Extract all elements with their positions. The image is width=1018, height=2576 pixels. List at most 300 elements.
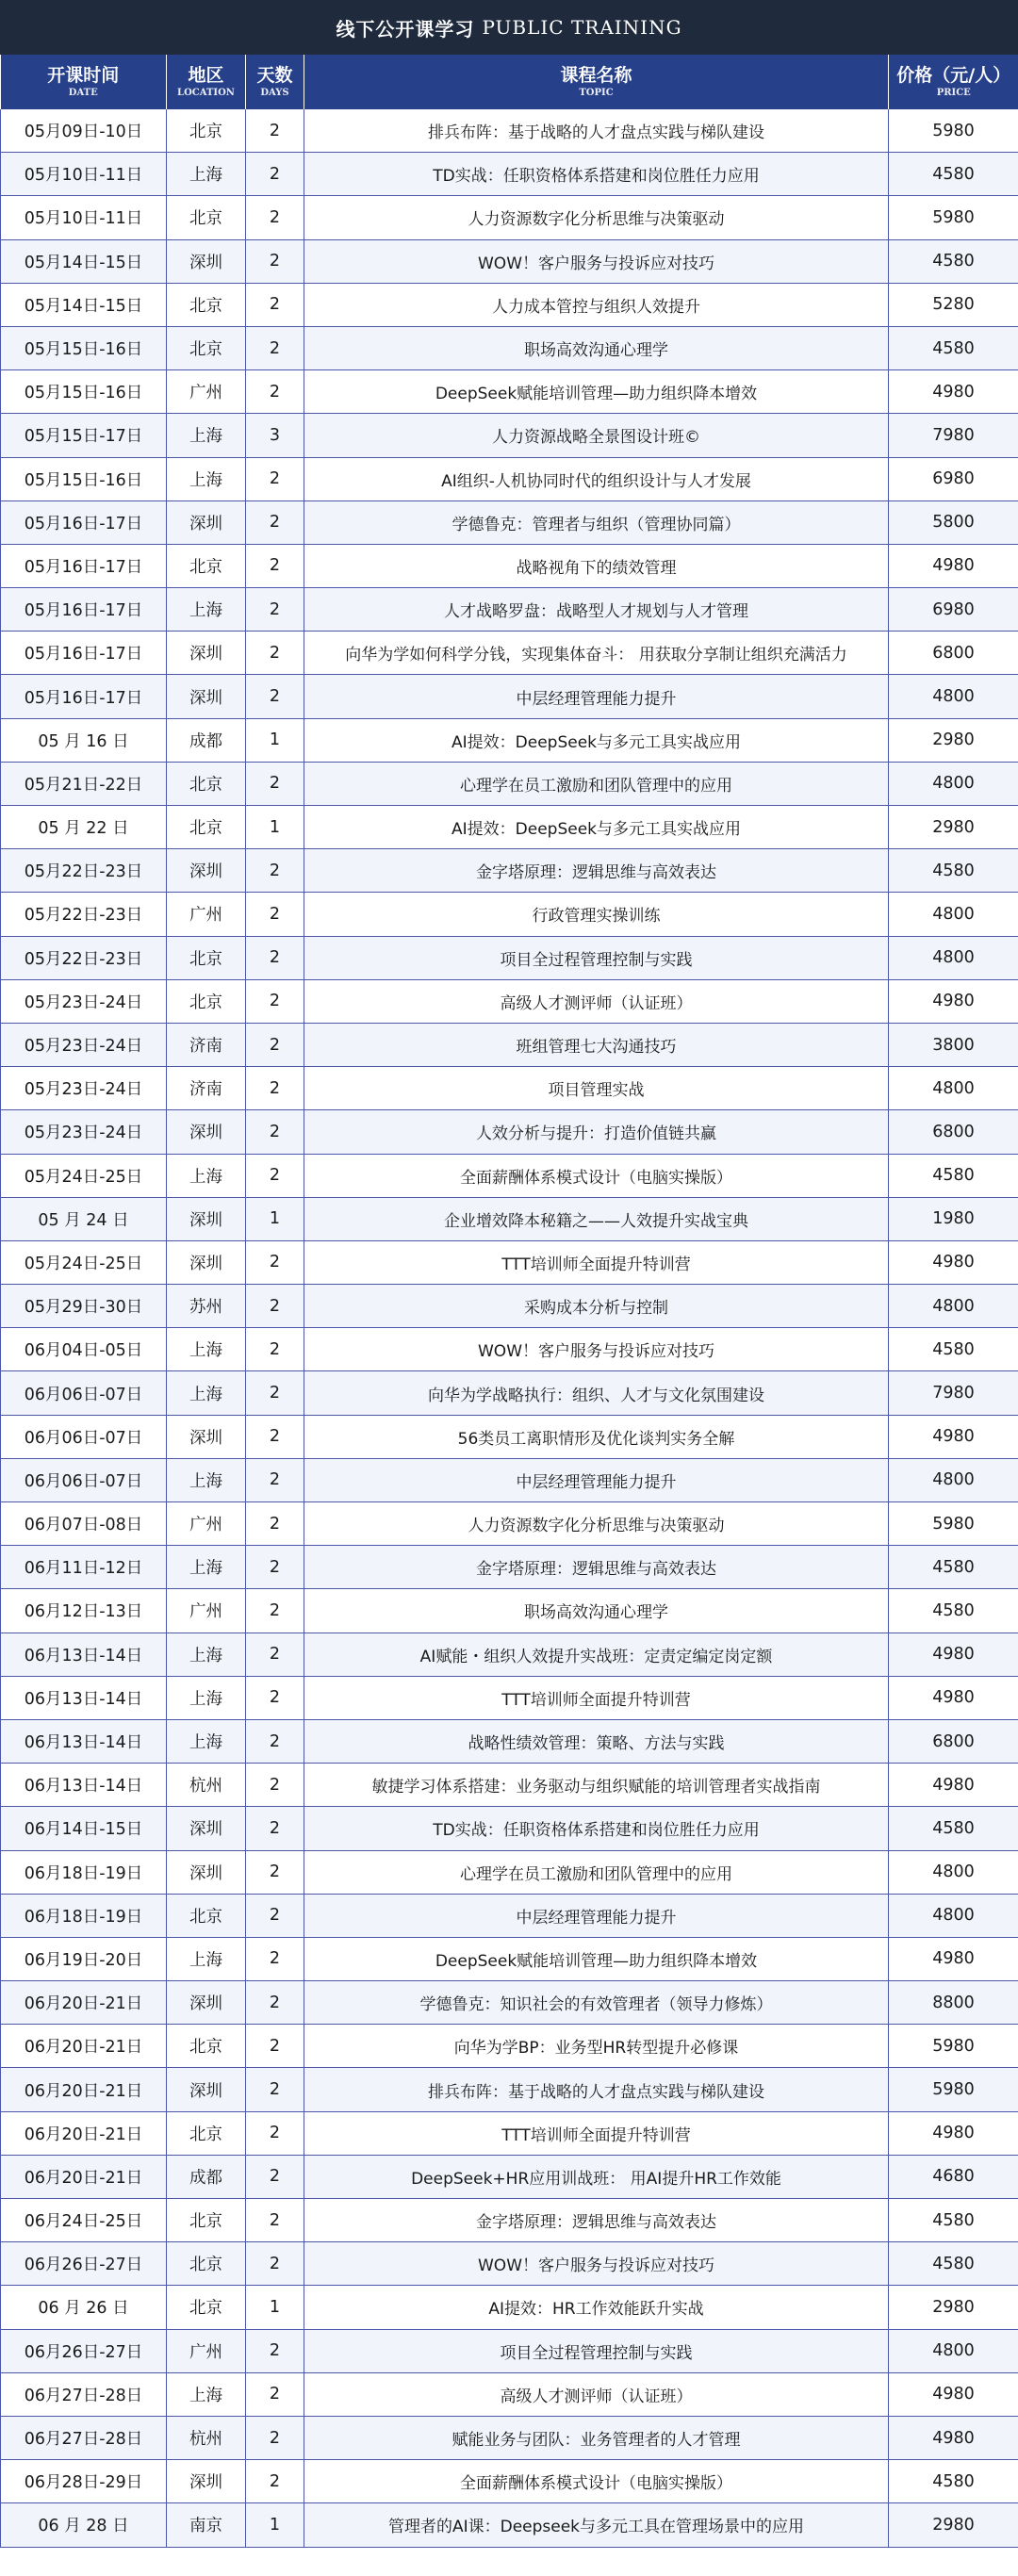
cell-date: 06月20日-21日: [1, 1981, 167, 2025]
cell-topic: 班组管理七大沟通技巧: [304, 1023, 889, 1066]
cell-days: 2: [246, 1415, 304, 1458]
cell-price: 5980: [889, 1502, 1018, 1546]
cell-location: 深圳: [167, 1240, 246, 1284]
cell-price: 3800: [889, 1023, 1018, 1066]
cell-price: 4980: [889, 2416, 1018, 2459]
cell-days: 2: [246, 370, 304, 414]
cell-date: 05月24日-25日: [1, 1154, 167, 1197]
cell-price: 4800: [889, 762, 1018, 805]
cell-date: 06月13日-14日: [1, 1764, 167, 1807]
cell-topic: 企业增效降本秘籍之——人效提升实战宝典: [304, 1197, 889, 1240]
cell-location: 上海: [167, 1719, 246, 1763]
cell-price: 4800: [889, 675, 1018, 718]
table-row: [1, 1894, 1018, 1937]
cell-date: 06月13日-14日: [1, 1676, 167, 1719]
table-row: [1, 1110, 1018, 1154]
cell-date: 05月22日-23日: [1, 849, 167, 893]
cell-price: 4580: [889, 2199, 1018, 2242]
cell-price: 4800: [889, 2329, 1018, 2372]
cell-location: 深圳: [167, 849, 246, 893]
cell-date: 05月22日-23日: [1, 936, 167, 979]
cell-location: 深圳: [167, 675, 246, 718]
cell-price: 1980: [889, 1197, 1018, 1240]
title-zh: 线下公开课学习: [336, 17, 475, 41]
cell-topic: 金字塔原理：逻辑思维与高效表达: [304, 2199, 889, 2242]
table-row: [1, 806, 1018, 849]
cell-location: 北京: [167, 762, 246, 805]
cell-price: 2980: [889, 2503, 1018, 2547]
cell-topic: 排兵布阵：基于战略的人才盘点实践与梯队建设: [304, 109, 889, 153]
cell-price: 4980: [889, 2111, 1018, 2155]
cell-days: 2: [246, 500, 304, 544]
cell-days: 2: [246, 544, 304, 587]
cell-price: 5980: [889, 2025, 1018, 2068]
cell-days: 2: [246, 283, 304, 326]
cell-location: 北京: [167, 2242, 246, 2286]
cell-days: 2: [246, 1850, 304, 1894]
table-body: [1, 109, 1018, 2547]
cell-price: 6800: [889, 632, 1018, 675]
table-row: [1, 2068, 1018, 2111]
cell-date: 06月07日-08日: [1, 1502, 167, 1546]
table-row: [1, 2503, 1018, 2547]
table-row: [1, 1764, 1018, 1807]
cell-days: 2: [246, 936, 304, 979]
cell-days: 2: [246, 326, 304, 369]
cell-location: 上海: [167, 153, 246, 196]
cell-days: 2: [246, 979, 304, 1023]
cell-topic: TD实战：任职资格体系搭建和岗位胜任力应用: [304, 1807, 889, 1850]
cell-price: 4980: [889, 544, 1018, 587]
table-row: [1, 2460, 1018, 2503]
table-row: [1, 544, 1018, 587]
cell-price: 5980: [889, 2068, 1018, 2111]
cell-price: 4980: [889, 370, 1018, 414]
header-date: 开课时间 DATE: [1, 55, 167, 109]
cell-price: 5980: [889, 196, 1018, 239]
cell-topic: 人力资源战略全景图设计班©: [304, 414, 889, 457]
cell-location: 广州: [167, 893, 246, 936]
cell-topic: 人力资源数字化分析思维与决策驱动: [304, 1502, 889, 1546]
cell-days: 2: [246, 1807, 304, 1850]
header-topic: 课程名称 TOPIC: [304, 55, 889, 109]
cell-topic: 向华为学如何科学分钱，实现集体奋斗： 用获取分享制让组织充满活力: [304, 632, 889, 675]
cell-date: 06 月 26 日: [1, 2286, 167, 2329]
table-row: [1, 718, 1018, 762]
header-days: 天数 DAYS: [246, 55, 304, 109]
table-row: [1, 2329, 1018, 2372]
cell-location: 北京: [167, 979, 246, 1023]
cell-topic: TTT培训师全面提升特训营: [304, 2111, 889, 2155]
cell-location: 北京: [167, 2025, 246, 2068]
table-row: [1, 675, 1018, 718]
cell-date: 06月11日-12日: [1, 1546, 167, 1589]
cell-location: 杭州: [167, 1764, 246, 1807]
cell-topic: 向华为学BP：业务型HR转型提升必修课: [304, 2025, 889, 2068]
cell-date: 05月15日-16日: [1, 457, 167, 500]
cell-days: 2: [246, 1371, 304, 1415]
table-row: [1, 414, 1018, 457]
title-en: PUBLIC TRAINING: [482, 16, 682, 39]
cell-topic: 人效分析与提升：打造价值链共赢: [304, 1110, 889, 1154]
cell-date: 06月13日-14日: [1, 1719, 167, 1763]
cell-topic: AI赋能・组织人效提升实战班：定责定编定岗定额: [304, 1633, 889, 1676]
table-row: [1, 1240, 1018, 1284]
cell-price: 5280: [889, 283, 1018, 326]
cell-topic: 敏捷学习体系搭建：业务驱动与组织赋能的培训管理者实战指南: [304, 1764, 889, 1807]
cell-days: 2: [246, 1023, 304, 1066]
table-row: [1, 153, 1018, 196]
cell-days: 2: [246, 2025, 304, 2068]
cell-days: 2: [246, 2068, 304, 2111]
cell-location: 深圳: [167, 1807, 246, 1850]
table-row: [1, 1719, 1018, 1763]
table-row: [1, 109, 1018, 153]
cell-price: 4800: [889, 1067, 1018, 1110]
table-row: [1, 1458, 1018, 1501]
cell-location: 广州: [167, 1502, 246, 1546]
cell-date: 06月24日-25日: [1, 2199, 167, 2242]
cell-days: 2: [246, 632, 304, 675]
table-row: [1, 1850, 1018, 1894]
cell-topic: 战略视角下的绩效管理: [304, 544, 889, 587]
table-row: [1, 1981, 1018, 2025]
cell-days: 2: [246, 1154, 304, 1197]
cell-location: 深圳: [167, 2068, 246, 2111]
cell-topic: 排兵布阵：基于战略的人才盘点实践与梯队建设: [304, 2068, 889, 2111]
cell-price: 4800: [889, 936, 1018, 979]
cell-date: 06月20日-21日: [1, 2111, 167, 2155]
cell-date: 06月28日-29日: [1, 2460, 167, 2503]
table-row: [1, 1676, 1018, 1719]
cell-topic: 学德鲁克：知识社会的有效管理者（领导力修炼）: [304, 1981, 889, 2025]
cell-topic: 金字塔原理：逻辑思维与高效表达: [304, 1546, 889, 1589]
table-row: [1, 936, 1018, 979]
cell-date: 05月15日-17日: [1, 414, 167, 457]
table-row: [1, 239, 1018, 283]
cell-price: 7980: [889, 414, 1018, 457]
cell-location: 北京: [167, 936, 246, 979]
cell-price: 4800: [889, 1894, 1018, 1937]
cell-price: 4980: [889, 2372, 1018, 2416]
cell-topic: 全面薪酬体系模式设计（电脑实操版）: [304, 2460, 889, 2503]
cell-date: 05月10日-11日: [1, 196, 167, 239]
cell-days: 2: [246, 1894, 304, 1937]
cell-location: 成都: [167, 2155, 246, 2198]
table-row: [1, 979, 1018, 1023]
table-row: [1, 893, 1018, 936]
cell-days: 2: [246, 2242, 304, 2286]
cell-location: 北京: [167, 1894, 246, 1937]
cell-days: 2: [246, 1937, 304, 1980]
cell-date: 06月06日-07日: [1, 1415, 167, 1458]
cell-date: 05 月 16 日: [1, 718, 167, 762]
cell-topic: AI提效：DeepSeek与多元工具实战应用: [304, 718, 889, 762]
cell-topic: 人才战略罗盘：战略型人才规划与人才管理: [304, 588, 889, 632]
cell-date: 05月09日-10日: [1, 109, 167, 153]
cell-topic: 人力成本管控与组织人效提升: [304, 283, 889, 326]
cell-topic: 高级人才测评师（认证班）: [304, 2372, 889, 2416]
cell-days: 2: [246, 675, 304, 718]
cell-location: 杭州: [167, 2416, 246, 2459]
cell-price: 6980: [889, 588, 1018, 632]
cell-days: 1: [246, 1197, 304, 1240]
cell-price: 6980: [889, 457, 1018, 500]
table-row: [1, 1633, 1018, 1676]
cell-price: 2980: [889, 806, 1018, 849]
cell-date: 06月20日-21日: [1, 2068, 167, 2111]
cell-date: 05月23日-24日: [1, 1023, 167, 1066]
cell-days: 2: [246, 893, 304, 936]
cell-location: 深圳: [167, 239, 246, 283]
cell-date: 05月15日-16日: [1, 370, 167, 414]
cell-price: 4980: [889, 1937, 1018, 1980]
table-row: [1, 1589, 1018, 1633]
cell-date: 06月06日-07日: [1, 1371, 167, 1415]
cell-date: 06月27日-28日: [1, 2372, 167, 2416]
cell-date: 05月23日-24日: [1, 1110, 167, 1154]
cell-date: 06月18日-19日: [1, 1894, 167, 1937]
table-row: [1, 500, 1018, 544]
cell-days: 2: [246, 1240, 304, 1284]
cell-location: 成都: [167, 718, 246, 762]
cell-location: 北京: [167, 2286, 246, 2329]
cell-topic: AI提效：HR工作效能跃升实战: [304, 2286, 889, 2329]
cell-location: 深圳: [167, 500, 246, 544]
cell-topic: 战略性绩效管理：策略、方法与实践: [304, 1719, 889, 1763]
cell-location: 广州: [167, 1589, 246, 1633]
cell-date: 06月06日-07日: [1, 1458, 167, 1501]
cell-days: 2: [246, 2111, 304, 2155]
cell-topic: 行政管理实操训练: [304, 893, 889, 936]
table-row: [1, 2242, 1018, 2286]
cell-days: 2: [246, 239, 304, 283]
cell-days: 2: [246, 1110, 304, 1154]
cell-topic: 高级人才测评师（认证班）: [304, 979, 889, 1023]
cell-days: 2: [246, 1285, 304, 1328]
cell-price: 4580: [889, 2242, 1018, 2286]
cell-date: 05月16日-17日: [1, 500, 167, 544]
cell-location: 上海: [167, 1154, 246, 1197]
table-row: [1, 849, 1018, 893]
table-header-row: [1, 55, 1018, 109]
cell-price: 4980: [889, 979, 1018, 1023]
table-row: [1, 2025, 1018, 2068]
cell-days: 2: [246, 1328, 304, 1371]
table-row: [1, 1197, 1018, 1240]
cell-price: 8800: [889, 1981, 1018, 2025]
cell-price: 4580: [889, 326, 1018, 369]
cell-topic: AI提效：DeepSeek与多元工具实战应用: [304, 806, 889, 849]
cell-location: 上海: [167, 1371, 246, 1415]
cell-price: 6800: [889, 1719, 1018, 1763]
cell-location: 北京: [167, 109, 246, 153]
cell-price: 5980: [889, 109, 1018, 153]
cell-price: 4580: [889, 1546, 1018, 1589]
table-row: [1, 1371, 1018, 1415]
cell-date: 05月15日-16日: [1, 326, 167, 369]
cell-price: 4580: [889, 2460, 1018, 2503]
table-row: [1, 2286, 1018, 2329]
cell-topic: TTT培训师全面提升特训营: [304, 1240, 889, 1284]
cell-days: 2: [246, 1589, 304, 1633]
cell-location: 北京: [167, 806, 246, 849]
cell-days: 2: [246, 2372, 304, 2416]
cell-location: 上海: [167, 1546, 246, 1589]
cell-location: 上海: [167, 457, 246, 500]
cell-topic: 中层经理管理能力提升: [304, 675, 889, 718]
cell-price: 5800: [889, 500, 1018, 544]
cell-date: 05 月 24 日: [1, 1197, 167, 1240]
cell-price: 4800: [889, 1285, 1018, 1328]
cell-days: 2: [246, 1458, 304, 1501]
cell-date: 05月22日-23日: [1, 893, 167, 936]
cell-days: 2: [246, 588, 304, 632]
cell-date: 06月27日-28日: [1, 2416, 167, 2459]
cell-location: 深圳: [167, 1415, 246, 1458]
table-row: [1, 1546, 1018, 1589]
cell-date: 06月12日-13日: [1, 1589, 167, 1633]
table-row: [1, 326, 1018, 369]
cell-price: 4980: [889, 1676, 1018, 1719]
cell-date: 05月16日-17日: [1, 632, 167, 675]
header-price: 价格（元/人） PRICE: [889, 55, 1018, 109]
cell-days: 3: [246, 414, 304, 457]
cell-days: 2: [246, 762, 304, 805]
table-row: [1, 1023, 1018, 1066]
cell-location: 北京: [167, 2111, 246, 2155]
table-row: [1, 632, 1018, 675]
cell-location: 深圳: [167, 1110, 246, 1154]
cell-price: 4980: [889, 1415, 1018, 1458]
table-row: [1, 1328, 1018, 1371]
cell-days: 2: [246, 1502, 304, 1546]
cell-date: 05月23日-24日: [1, 979, 167, 1023]
cell-location: 济南: [167, 1023, 246, 1066]
course-table: [0, 55, 1018, 2548]
cell-price: 4580: [889, 849, 1018, 893]
cell-days: 2: [246, 1067, 304, 1110]
cell-topic: 中层经理管理能力提升: [304, 1458, 889, 1501]
cell-days: 2: [246, 849, 304, 893]
table-row: [1, 283, 1018, 326]
cell-date: 05月29日-30日: [1, 1285, 167, 1328]
table-row: [1, 2199, 1018, 2242]
cell-date: 06月26日-27日: [1, 2329, 167, 2372]
table-row: [1, 370, 1018, 414]
table-row: [1, 2416, 1018, 2459]
cell-days: 2: [246, 457, 304, 500]
cell-location: 上海: [167, 588, 246, 632]
table-row: [1, 1154, 1018, 1197]
cell-location: 深圳: [167, 2460, 246, 2503]
table-row: [1, 2155, 1018, 2198]
cell-days: 2: [246, 2416, 304, 2459]
table-row: [1, 1807, 1018, 1850]
cell-price: 4800: [889, 1850, 1018, 1894]
cell-location: 广州: [167, 370, 246, 414]
cell-price: 4580: [889, 1154, 1018, 1197]
cell-date: 05月16日-17日: [1, 675, 167, 718]
table-row: [1, 1067, 1018, 1110]
table-row: [1, 588, 1018, 632]
cell-days: 2: [246, 109, 304, 153]
cell-topic: 管理者的AI课：Deepseek与多元工具在管理场景中的应用: [304, 2503, 889, 2547]
cell-price: 4580: [889, 153, 1018, 196]
page-title: [0, 0, 1018, 55]
cell-location: 上海: [167, 414, 246, 457]
cell-date: 06月14日-15日: [1, 1807, 167, 1850]
cell-days: 1: [246, 2286, 304, 2329]
cell-date: 05月14日-15日: [1, 283, 167, 326]
cell-days: 2: [246, 2155, 304, 2198]
cell-location: 北京: [167, 196, 246, 239]
table-row: [1, 196, 1018, 239]
cell-price: 4580: [889, 1807, 1018, 1850]
cell-topic: 心理学在员工激励和团队管理中的应用: [304, 1850, 889, 1894]
cell-topic: WOW！客户服务与投诉应对技巧: [304, 1328, 889, 1371]
cell-price: 4980: [889, 1633, 1018, 1676]
cell-days: 1: [246, 2503, 304, 2547]
cell-date: 05月10日-11日: [1, 153, 167, 196]
cell-date: 05 月 22 日: [1, 806, 167, 849]
cell-location: 北京: [167, 283, 246, 326]
cell-location: 广州: [167, 2329, 246, 2372]
cell-location: 上海: [167, 1633, 246, 1676]
cell-location: 深圳: [167, 632, 246, 675]
cell-location: 北京: [167, 544, 246, 587]
cell-topic: 职场高效沟通心理学: [304, 1589, 889, 1633]
cell-days: 1: [246, 806, 304, 849]
cell-days: 2: [246, 1719, 304, 1763]
cell-topic: 中层经理管理能力提升: [304, 1894, 889, 1937]
cell-date: 06月26日-27日: [1, 2242, 167, 2286]
cell-location: 北京: [167, 326, 246, 369]
cell-price: 4800: [889, 893, 1018, 936]
table-row: [1, 2111, 1018, 2155]
cell-days: 2: [246, 1981, 304, 2025]
cell-topic: DeepSeek+HR应用训战班： 用AI提升HR工作效能: [304, 2155, 889, 2198]
cell-topic: DeepSeek赋能培训管理—助力组织降本增效: [304, 1937, 889, 1980]
cell-price: 6800: [889, 1110, 1018, 1154]
cell-days: 1: [246, 718, 304, 762]
cell-topic: 心理学在员工激励和团队管理中的应用: [304, 762, 889, 805]
cell-location: 上海: [167, 1328, 246, 1371]
cell-topic: 项目全过程管理控制与实践: [304, 2329, 889, 2372]
cell-date: 05月23日-24日: [1, 1067, 167, 1110]
cell-topic: 全面薪酬体系模式设计（电脑实操版）: [304, 1154, 889, 1197]
cell-topic: WOW！客户服务与投诉应对技巧: [304, 2242, 889, 2286]
cell-price: 4800: [889, 1458, 1018, 1501]
table-row: [1, 762, 1018, 805]
cell-price: 2980: [889, 718, 1018, 762]
cell-location: 深圳: [167, 1981, 246, 2025]
cell-price: 4580: [889, 1328, 1018, 1371]
header-location: 地区 LOCATION: [167, 55, 246, 109]
cell-date: 06月13日-14日: [1, 1633, 167, 1676]
cell-date: 05月16日-17日: [1, 544, 167, 587]
cell-location: 深圳: [167, 1197, 246, 1240]
cell-location: 南京: [167, 2503, 246, 2547]
cell-location: 上海: [167, 1937, 246, 1980]
cell-location: 上海: [167, 2372, 246, 2416]
cell-price: 2980: [889, 2286, 1018, 2329]
cell-price: 4980: [889, 1240, 1018, 1284]
cell-days: 2: [246, 2329, 304, 2372]
cell-topic: 项目管理实战: [304, 1067, 889, 1110]
cell-price: 7980: [889, 1371, 1018, 1415]
cell-date: 05月16日-17日: [1, 588, 167, 632]
